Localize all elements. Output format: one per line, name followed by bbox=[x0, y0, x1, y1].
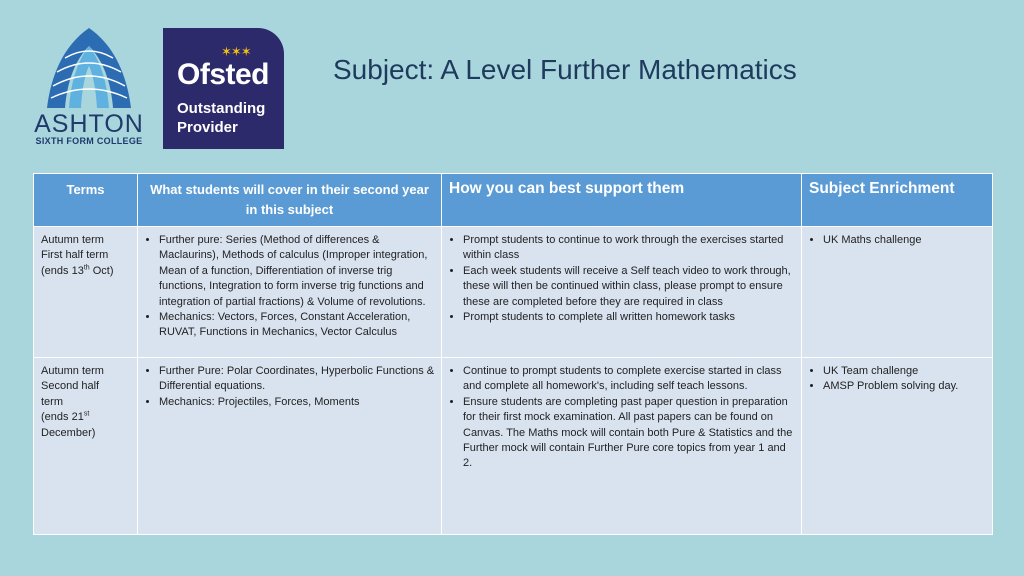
term-line: Second half bbox=[41, 380, 100, 393]
ofsted-logo bbox=[163, 28, 284, 149]
list-item: • Ensure students are completing past paper question in preparation for their first mock examination. All past papers can be found on Canvas. The Maths mock will contain both Pure & Statistics and the Further mock will contain Further Pure core topics from year 1 and 2. bbox=[463, 395, 795, 472]
ashton-arch-icon bbox=[43, 26, 135, 110]
header-enrichment: Subject Enrichment bbox=[802, 174, 993, 227]
term-line: Autumn term bbox=[41, 365, 104, 377]
ofsted-stars-icon: ✶✶✶ bbox=[221, 44, 251, 59]
ofsted-word: Ofsted bbox=[177, 58, 270, 91]
term-cell bbox=[34, 227, 138, 358]
header-terms: Terms bbox=[34, 174, 138, 227]
curriculum-table bbox=[33, 173, 993, 535]
term-line: First half term bbox=[41, 249, 109, 262]
list-item: • Further Pure: Polar Coordinates, Hyperbolic Functions & Differential equations. bbox=[159, 364, 435, 395]
enrichment-cell bbox=[802, 227, 993, 358]
list-item: • Prompt students to continue to work through the exercises started within class bbox=[463, 233, 795, 264]
ofsted-outstanding: Outstanding bbox=[177, 100, 266, 117]
list-item: • Each week students will receive a Self teach video to work through, these will then be continued within class, please prompt to ensure these are completed before they are required in class bbox=[463, 264, 795, 310]
term-line: December) bbox=[41, 426, 96, 439]
list-item: • Continue to prompt students to complete exercise started in class and complete all homework's, including self teach lessons. bbox=[463, 364, 795, 395]
cover-cell bbox=[138, 227, 442, 358]
list-item: • Further pure: Series (Method of differences & Maclaurins), Methods of calculus (Improper integration, Mean of a function, Differentiation of inverse trig functions, Integration to form inverse trig functions and integration of partial fractions) & Volume of revolutions. bbox=[159, 233, 435, 310]
ashton-name: ASHTON bbox=[34, 110, 144, 138]
page-title: Subject: A Level Further Mathematics bbox=[333, 54, 797, 85]
support-cell bbox=[442, 358, 802, 535]
term-line: Autumn term bbox=[41, 234, 104, 246]
ashton-college-logo bbox=[28, 26, 150, 154]
ofsted-provider: Provider bbox=[177, 119, 238, 136]
header-cover: What students will cover in their second year in this subject bbox=[138, 174, 442, 227]
term-line: term bbox=[41, 395, 63, 408]
list-item: • Prompt students to complete all written homework tasks bbox=[463, 310, 795, 325]
header-support: How you can best support them bbox=[442, 174, 802, 227]
term-end: (ends 13th Oct) bbox=[41, 264, 114, 277]
table-row bbox=[34, 227, 993, 358]
list-item: • UK Maths challenge bbox=[823, 233, 986, 248]
list-item: • Mechanics: Vectors, Forces, Constant Acceleration, RUVAT, Functions in Mechanics, Vector Calculus bbox=[159, 310, 435, 341]
ashton-subtitle: SIXTH FORM COLLEGE bbox=[35, 136, 143, 146]
list-item: • AMSP Problem solving day. bbox=[823, 379, 986, 394]
list-item: • UK Team challenge bbox=[823, 364, 986, 379]
list-item: • Mechanics: Projectiles, Forces, Moments bbox=[159, 395, 435, 410]
enrichment-cell bbox=[802, 358, 993, 535]
term-end: (ends 21st bbox=[41, 410, 90, 424]
term-cell bbox=[34, 358, 138, 535]
table-row bbox=[34, 358, 993, 535]
table-header-row bbox=[34, 174, 993, 227]
support-cell bbox=[442, 227, 802, 358]
cover-cell bbox=[138, 358, 442, 535]
